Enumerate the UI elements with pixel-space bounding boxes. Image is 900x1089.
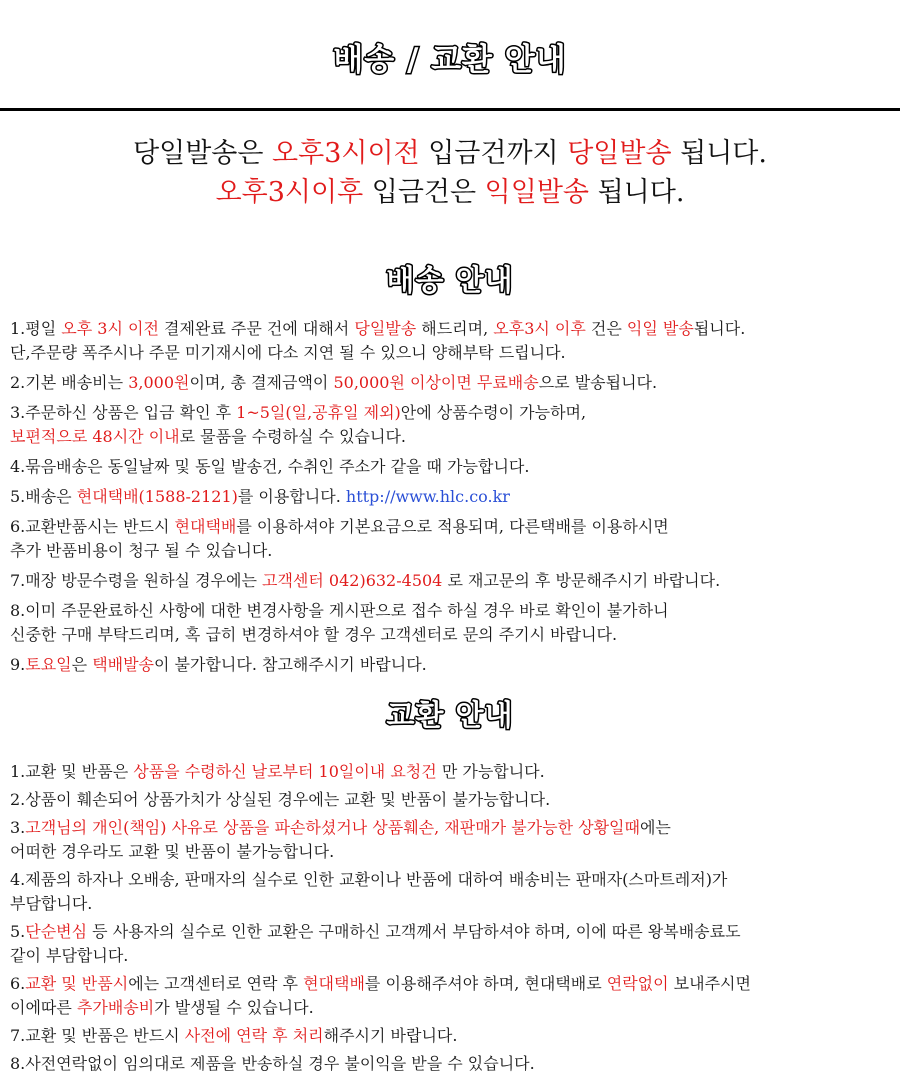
exchange-item-line xyxy=(10,816,890,840)
highlight-text: 현대택배(1588-2121) xyxy=(76,487,238,506)
shipping-item xyxy=(10,599,890,647)
body-text: 어떠한 경우라도 교환 및 반품이 불가능합니다. xyxy=(10,842,335,861)
title-divider xyxy=(0,108,900,111)
notice-highlight: 익일발송 xyxy=(484,177,589,208)
shipping-item xyxy=(10,569,890,593)
body-text: 해주시기 바랍니다. xyxy=(323,1026,458,1045)
body-text: 를 이용해주셔야 하며, 현대택배로 xyxy=(364,974,607,993)
same-day-shipping-notice xyxy=(0,131,900,170)
shipping-item-line xyxy=(10,371,890,395)
highlight-text: 현대택배 xyxy=(174,517,237,536)
exchange-item xyxy=(10,972,890,1020)
body-text: 8.사전연락없이 임의대로 제품을 반송하실 경우 불이익을 받을 수 있습니다. xyxy=(10,1054,535,1073)
body-text: 5. xyxy=(10,922,26,941)
highlight-text: 현대택배 xyxy=(303,974,365,993)
body-text: 를 이용하셔야 기본요금으로 적용되며, 다른택배를 이용하시면 xyxy=(236,517,669,536)
body-text: 가 발생될 수 있습니다. xyxy=(154,998,314,1017)
body-text: 됩니다. xyxy=(693,319,746,338)
body-text: 부담합니다. xyxy=(10,894,93,913)
exchange-item-line xyxy=(10,788,890,812)
exchange-item-line xyxy=(10,868,890,892)
body-text: 보내주시면 xyxy=(668,974,751,993)
body-text: 1.교환 및 반품은 xyxy=(10,762,134,781)
body-text: 이에따른 xyxy=(10,998,77,1017)
body-text: 안에 상품수령이 가능하며, xyxy=(400,403,587,422)
body-text: 으로 발송됩니다. xyxy=(538,373,658,392)
exchange-item-line xyxy=(10,840,890,864)
highlight-text: 오후3시 이후 xyxy=(493,319,586,338)
body-text: 건은 xyxy=(585,319,627,338)
body-text: 등 사용자의 실수로 인한 교환은 구매하신 고객께서 부담하셔야 하며, 이에 따른 왕복배송료도 xyxy=(87,922,741,941)
body-text: 로 재고문의 후 방문해주시기 바랍니다. xyxy=(442,571,721,590)
exchange-item-line xyxy=(10,1052,890,1076)
shipping-item-line xyxy=(10,515,890,539)
body-text: 2.상품이 훼손되어 상품가치가 상실된 경우에는 교환 및 반품이 불가능합니다. xyxy=(10,790,551,809)
shipping-item xyxy=(10,653,890,677)
body-text: 2.기본 배송비는 xyxy=(10,373,129,392)
shipping-item xyxy=(10,485,890,509)
exchange-item xyxy=(10,816,890,864)
highlight-text: 사전에 연락 후 처리 xyxy=(184,1026,324,1045)
exchange-item-line xyxy=(10,920,890,944)
body-text: 은 xyxy=(71,655,93,674)
body-text: 8.이미 주문완료하신 사항에 대한 변경사항을 게시판으로 접수 하실 경우 바로 확인이 불가하니 xyxy=(10,601,669,620)
shipping-item-line xyxy=(10,653,890,677)
body-text: 추가 반품비용이 청구 될 수 있습니다. xyxy=(10,541,273,560)
body-text: 에는 xyxy=(639,818,671,837)
notice-highlight: 당일발송 xyxy=(567,138,672,169)
page-title: 배송 / 교환 안내 xyxy=(333,42,567,78)
exchange-item xyxy=(10,920,890,968)
exchange-item xyxy=(10,868,890,916)
next-day-shipping-notice xyxy=(0,170,900,209)
notice-highlight: 오후3시이후 xyxy=(215,177,364,208)
highlight-text: 상품을 수령하신 날로부터 10일이내 요청건 xyxy=(133,762,437,781)
highlight-text: 1~5일(일,공휴일 제외) xyxy=(236,403,401,422)
exchange-item-line xyxy=(10,760,890,784)
body-text: 1.평일 xyxy=(10,319,62,338)
body-text: 4.제품의 하자나 오배송, 판매자의 실수로 인한 교환이나 반품에 대하여 배송비는 판매자(스마트레저)가 xyxy=(10,870,728,889)
exchange-item-line xyxy=(10,892,890,916)
notice-text: 됩니다. xyxy=(671,138,767,169)
shipping-item xyxy=(10,401,890,449)
shipping-item-line xyxy=(10,401,890,425)
body-text: 이 불가합니다. 참고해주시기 바랍니다. xyxy=(154,655,427,674)
highlight-text: 교환 및 반품시 xyxy=(25,974,129,993)
highlight-text: 당일발송 xyxy=(354,319,417,338)
notice-text: 당일발송은 xyxy=(133,138,273,169)
highlight-text: 보편적으로 48시간 이내 xyxy=(10,427,180,446)
exchange-item-line xyxy=(10,1024,890,1048)
body-text: 6.교환반품시는 반드시 xyxy=(10,517,175,536)
notice-text: 입금건은 xyxy=(363,177,485,208)
body-text: 7.매장 방문수령을 원하실 경우에는 xyxy=(10,571,262,590)
exchange-item-line xyxy=(10,972,890,996)
body-text: 신중한 구매 부탁드리며, 혹 급히 변경하셔야 할 경우 고객센터로 문의 주기시 바랍니다. xyxy=(10,625,618,644)
body-text: 이며, 총 결제금액이 xyxy=(189,373,334,392)
shipping-item xyxy=(10,455,890,479)
highlight-text: 3,000원 xyxy=(128,373,190,392)
shipping-item-line xyxy=(10,599,890,623)
body-text: 5.배송은 xyxy=(10,487,77,506)
notice-text: 됩니다. xyxy=(589,177,685,208)
exchange-item xyxy=(10,1024,890,1048)
shipping-info-list xyxy=(10,317,890,677)
shipping-item xyxy=(10,317,890,365)
notice-text: 입금건까지 xyxy=(419,138,568,169)
shipping-item xyxy=(10,515,890,563)
shipping-item-line xyxy=(10,425,890,449)
shipping-item-line xyxy=(10,623,890,647)
body-text: 3. xyxy=(10,818,26,837)
highlight-text: 오후 3시 이전 xyxy=(61,319,159,338)
exchange-section-title: 교환 안내 xyxy=(386,698,514,732)
body-text: 를 이용합니다. xyxy=(237,487,346,506)
exchange-item xyxy=(10,1052,890,1076)
shipping-item-line xyxy=(10,455,890,479)
exchange-item xyxy=(10,760,890,784)
highlight-text: 택배발송 xyxy=(92,655,155,674)
body-text: 단,주문량 폭주시나 주문 미기재시에 다소 지연 될 수 있으니 양해부탁 드립니다. xyxy=(10,343,566,362)
notice-highlight: 오후3시이전 xyxy=(272,138,420,169)
body-text: 만 가능합니다. xyxy=(436,762,545,781)
body-text: 4.묶음배송은 동일날짜 및 동일 발송건, 수취인 주소가 같을 때 가능합니다. xyxy=(10,457,530,476)
highlight-text: 연락없이 xyxy=(606,974,669,993)
body-text: 같이 부담합니다. xyxy=(10,946,129,965)
body-text: 에는 고객센터로 연락 후 xyxy=(128,974,304,993)
body-text: 로 물품을 수령하실 수 있습니다. xyxy=(179,427,406,446)
shipping-item-line xyxy=(10,317,890,341)
body-text: 7.교환 및 반품은 반드시 xyxy=(10,1026,185,1045)
highlight-text: 추가배송비 xyxy=(76,998,155,1017)
shipping-item-line xyxy=(10,569,890,593)
shipping-item-line xyxy=(10,485,890,509)
highlight-text: 토요일 xyxy=(25,655,72,674)
highlight-text: 단순변심 xyxy=(25,922,88,941)
body-text: 해드리며, xyxy=(416,319,494,338)
exchange-info-list xyxy=(10,760,890,1076)
body-text: 3.주문하신 상품은 입금 확인 후 xyxy=(10,403,237,422)
shipping-item-line xyxy=(10,539,890,563)
body-text: 6. xyxy=(10,974,26,993)
shipping-section-title: 배송 안내 xyxy=(386,263,514,297)
courier-website-link[interactable]: http://www.hlc.co.kr xyxy=(345,487,510,506)
highlight-text: 익일 발송 xyxy=(626,319,694,338)
body-text: 결제완료 주문 건에 대해서 xyxy=(158,319,355,338)
body-text: 9. xyxy=(10,655,26,674)
exchange-item xyxy=(10,788,890,812)
highlight-text: 고객센터 042)632-4504 xyxy=(262,571,443,590)
exchange-item-line xyxy=(10,944,890,968)
highlight-text: 50,000원 이상이면 무료배송 xyxy=(333,373,539,392)
exchange-item-line xyxy=(10,996,890,1020)
shipping-item-line xyxy=(10,341,890,365)
highlight-text: 고객님의 개인(책임) 사유로 상품을 파손하셨거나 상품훼손, 재판매가 불가능한 상황일때 xyxy=(25,818,640,837)
shipping-item xyxy=(10,371,890,395)
